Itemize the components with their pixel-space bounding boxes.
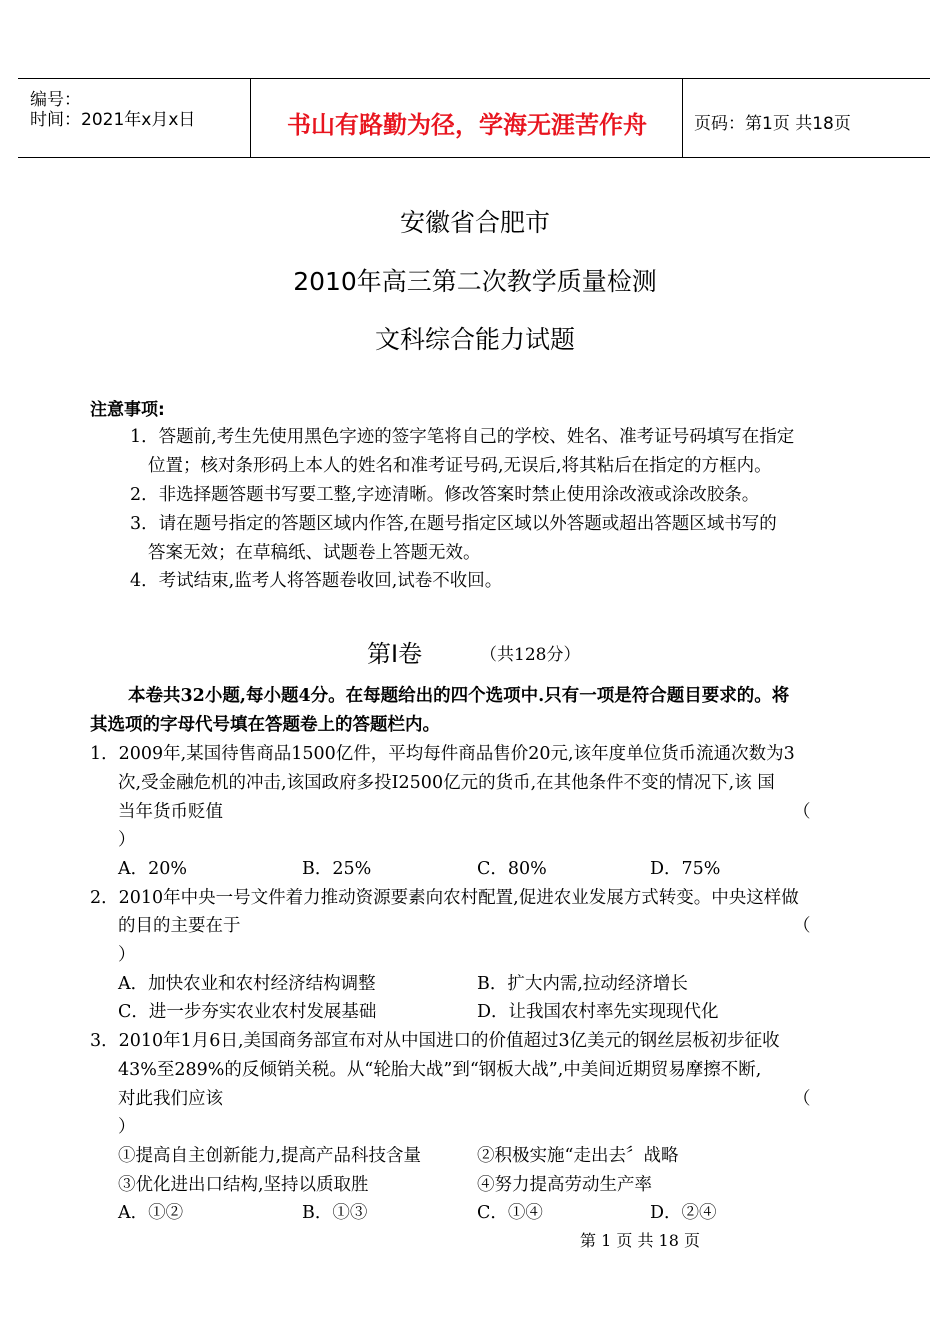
page-footer: 第 1 页 共 18 页 [580,1231,700,1250]
option-a: A．20% [118,859,188,879]
question-2-line: 2．2010年中央一号文件着力推动资源要素向农村配置,促进农业发展方式转变。中央这样做 [90,888,799,908]
statement-1: ①提高自主创新能力,提高产品科技含量 [118,1146,422,1166]
statement-3: ③优化进出口结构,坚持以质取胜 [118,1175,369,1195]
note-line: 答案无效；在草稿纸、试题卷上答题无效。 [148,543,481,563]
header-page: 页码：第1页 共18页 [694,114,851,134]
page-header [18,78,930,158]
statement-2: ②积极实施“走出去〞战略 [477,1146,679,1166]
header-motto: 书山有路勤为径，学海无涯苦作舟 [287,111,647,139]
option-b: B．①③ [302,1203,368,1223]
question-3-line: 3．2010年1月6日,美国商务部宣布对从中国进口的价值超过3亿美元的钢丝层板初步征收 [90,1031,780,1051]
option-a: A．①② [118,1203,184,1223]
option-c: C．80% [477,859,547,879]
option-d: D．让我国农村率先实现现代化 [477,1002,719,1022]
answer-paren-close: ） [118,1117,136,1137]
title-exam: 2010年高三第二次教学质量检测 [293,267,657,296]
option-a: A．加快农业和农村经济结构调整 [118,974,376,994]
header-divider [682,79,683,157]
section-subtitle: （共128分） [480,645,581,665]
option-d: D．75% [650,859,721,879]
answer-paren-close: ） [118,830,136,850]
note-line: 2．非选择题答题书写要工整,字迹清晰。修改答案时禁止使用涂改液或涂改胶条。 [130,485,760,505]
option-b: B．扩大内需,拉动经济增长 [477,974,688,994]
section-intro: 本卷共32小题,每小题4分。在每题给出的四个选项中.只有一项是符合题目要求的。将 [128,686,790,706]
question-3-line: 43%至289%的反倾销关税。从“轮胎大战”到“钢板大战”,中美间近期贸易摩擦不断, [118,1060,762,1080]
note-line: 3．请在题号指定的答题区域内作答,在题号指定区域以外答题或超出答题区域书写的 [130,514,777,534]
statement-4: ④努力提高劳动生产率 [477,1175,652,1195]
notes-title: 注意事项: [90,400,165,420]
title-region: 安徽省合肥市 [399,208,550,237]
section-title: 第Ⅰ卷 [367,640,423,668]
answer-paren-open: （ [793,802,811,822]
note-line: 4．考试结束,监考人将答题卷收回,试卷不收回。 [130,571,503,591]
answer-paren-open: （ [793,916,811,936]
title-subject: 文科综合能力试题 [374,325,575,354]
answer-paren-close: ） [118,945,136,965]
note-line: 位置；核对条形码上本人的姓名和准考证号码,无误后,将其粘后在指定的方框内。 [148,456,772,476]
section-intro: 其选项的字母代号填在答题卷上的答题栏内。 [90,715,440,735]
option-b: B．25% [302,859,372,879]
option-c: C．①④ [477,1203,543,1223]
header-divider [250,79,251,157]
question-1-line: 次,受金融危机的冲击,该国政府多投I2500亿元的货币,在其他条件不变的情况下,该 国 [118,773,775,793]
header-time: 时间：2021年x月x日 [30,110,196,130]
question-1-line: 1．2009年,某国待售商品1500亿件，平均每件商品售价20元,该年度单位货币流通次数为3 [90,744,795,764]
option-c: C．进一步夯实农业农村发展基础 [118,1002,377,1022]
question-2-line: 的目的主要在于 [118,916,241,936]
note-line: 1．答题前,考生先使用黑色字迹的签字笔将自己的学校、姓名、准考证号码填写在指定 [130,427,795,447]
question-1-line: 当年货币贬值 [118,802,223,822]
answer-paren-open: （ [793,1089,811,1109]
header-number: 编号： [30,90,81,110]
option-d: D．②④ [650,1203,717,1223]
question-3-line: 对此我们应该 [118,1089,223,1109]
